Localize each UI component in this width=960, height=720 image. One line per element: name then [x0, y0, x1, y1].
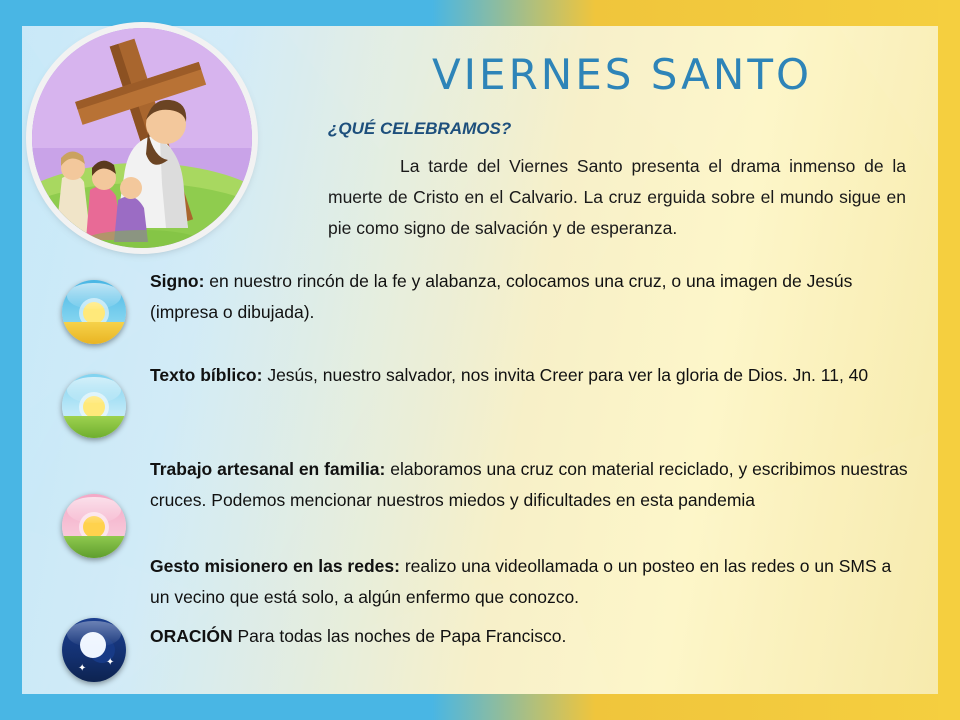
item-signo	[150, 266, 908, 328]
frame-right-bar	[938, 0, 960, 720]
item-trabajo-artesanal	[150, 454, 908, 516]
sunrise-green-icon	[62, 374, 126, 438]
item-texto-biblico-label: Texto bíblico:	[150, 365, 263, 385]
item-texto-biblico	[150, 360, 908, 391]
page-title: VIERNES SANTO	[431, 50, 813, 99]
jesus-carrying-cross-illustration	[32, 28, 252, 248]
section-question: ¿QUÉ CELEBRAMOS?	[328, 119, 512, 138]
sunset-pink-icon	[62, 494, 126, 558]
item-signo-body: en nuestro rincón de la fe y alabanza, colocamos una cruz, o una imagen de Jesús (impresa o dibujada).	[150, 271, 853, 322]
item-gesto-misionero-label: Gesto misionero en las redes:	[150, 556, 400, 576]
item-signo-label: Signo:	[150, 271, 205, 291]
sunrise-blue-icon	[62, 280, 126, 344]
frame-left-bar	[0, 0, 22, 720]
frame-top-bar	[0, 0, 960, 26]
item-trabajo-artesanal-body: elaboramos una cruz con material reciclado, y escribimos nuestras cruces. Podemos mencionar nuestros miedos y dificultades en esta pandemia	[150, 459, 908, 510]
intro-paragraph: La tarde del Viernes Santo presenta el drama inmenso de la muerte de Cristo en el Calvario. La cruz erguida sobre el mundo sigue en pie como signo de salvación y de esperanza.	[328, 156, 906, 238]
frame-bottom-bar	[0, 694, 960, 720]
item-oracion	[150, 621, 908, 652]
item-gesto-misionero	[150, 551, 908, 613]
item-texto-biblico-body: Jesús, nuestro salvador, nos invita Creer para ver la gloria de Dios. Jn. 11, 40	[262, 365, 869, 385]
moon-night-icon: ✦ ✦	[62, 618, 126, 682]
slide-content	[22, 26, 938, 694]
item-trabajo-artesanal-label: Trabajo artesanal en familia:	[150, 459, 386, 479]
item-oracion-body: Para todas las noches de Papa Francisco.	[232, 626, 567, 646]
item-gesto-misionero-body: realizo una videollamada o un posteo en las redes o un SMS a un vecino que está solo, a algún enfermo que conozco.	[150, 556, 892, 607]
item-oracion-label: ORACIÓN	[150, 626, 233, 646]
